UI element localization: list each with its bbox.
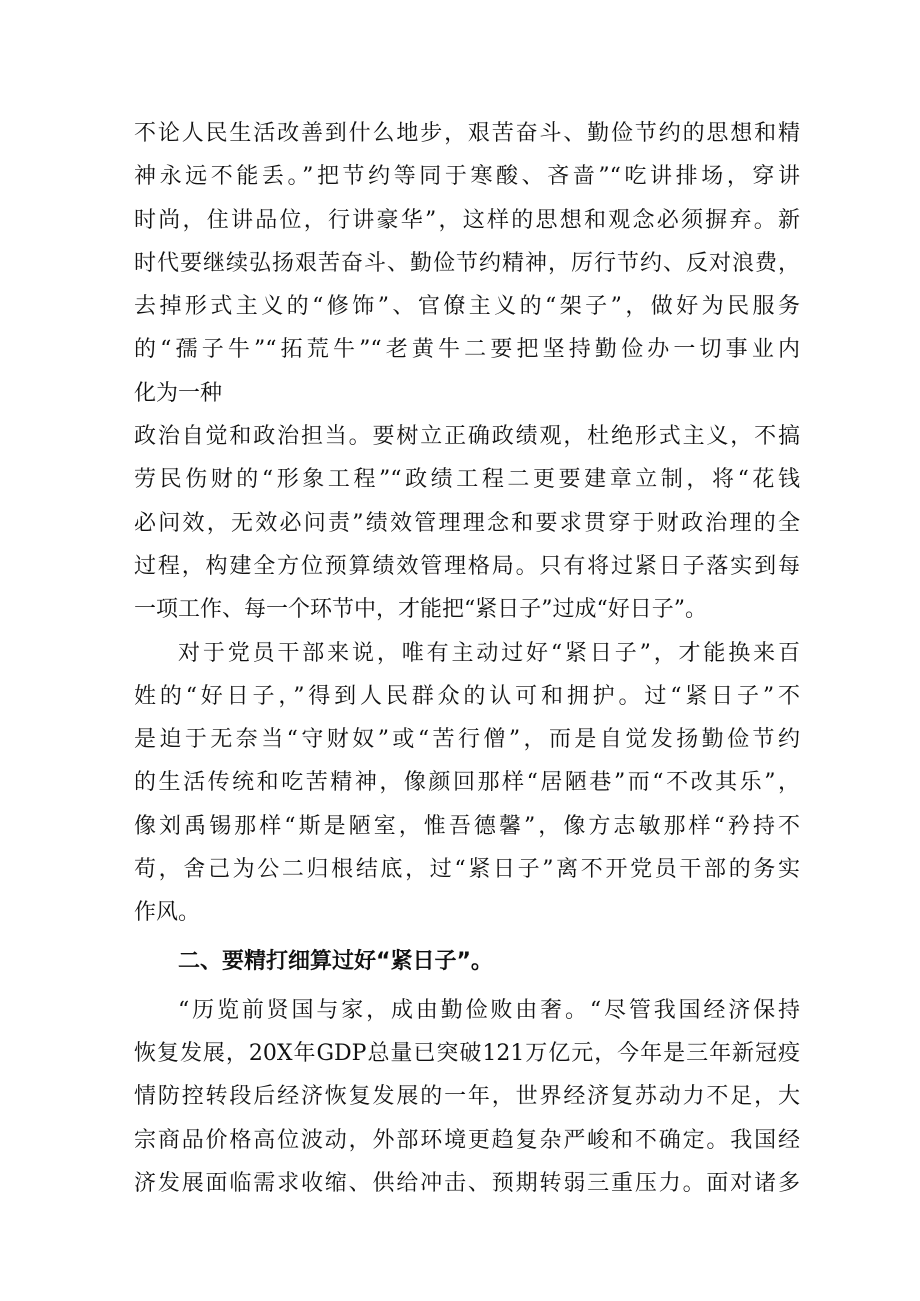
text-line: 作风。 (134, 900, 201, 926)
text-line: 像刘禹锡那样“斯是陋室，惟吾德馨”，像方志敏那样“矜持不 (134, 813, 800, 839)
text-line: 是迫于无奈当“守财奴”或“苦行僧”，而是自觉发扬勤俭节约 (134, 727, 800, 753)
text-line: 政治自觉和政治担当。要树立正确政绩观，杜绝形式主义，不搞 (134, 424, 800, 450)
text-line: 不论人民生活改善到什么地步，艰苦奋斗、勤俭节约的思想和精 (134, 121, 800, 146)
text-line: 时代要继续弘扬艰苦奋斗、勤俭节约精神，厉行节约、反对浪费， (134, 250, 800, 276)
text-line: 济发展面临需求收缩、供给冲击、预期转弱三重压力。面对诸多 (134, 1170, 800, 1196)
text-line: 必问效，无效必问责”绩效管理理念和要求贯穿于财政治理的全 (134, 510, 800, 536)
text-line: 恢复发展，20X年GDP总量已突破121万亿元，今年是三年新冠疫 (134, 1040, 800, 1066)
text-line: 对于党员干部来说，唯有主动过好“紧日子”，才能换来百 (178, 640, 800, 666)
document-body (134, 112, 800, 1205)
text-line: 过程，构建全方位预算绩效管理格局。只有将过紧日子落实到每 (134, 553, 800, 579)
text-line: 化为一种 (134, 380, 223, 406)
text-line: 苟，舍己为公二归根结底，过“紧日子”离不开党员干部的务实 (134, 857, 800, 883)
text-line: 的“孺子牛”“拓荒牛”“老黄牛二要把坚持勤俭办一切事业内 (134, 337, 800, 363)
text-line: 姓的“好日子，”得到人民群众的认可和拥护。过“紧日子”不 (134, 683, 800, 709)
text-line: 情防控转段后经济恢复发展的一年，世界经济复苏动力不足，大 (134, 1084, 800, 1110)
text-line: 去掉形式主义的“修饰”、官僚主义的“架子”，做好为民服务 (134, 294, 800, 320)
text-line: 一项工作、每一个环节中，才能把“紧日子”过成“好日子”。 (134, 597, 707, 623)
text-line: 时尚，住讲品位，行讲豪华”，这样的思想和观念必须摒弃。新 (134, 207, 800, 233)
text-line: 劳民伤财的“形象工程”“政绩工程二更要建章立制，将“花钱 (134, 467, 800, 493)
text-line: 神永远不能丢。”把节约等同于寒酸、吝啬”“吃讲排场，穿讲 (134, 164, 800, 190)
text-line: 的生活传统和吃苦精神，像颜回那样“居陋巷”而“不改其乐”， (134, 770, 800, 796)
section-heading: 二、要精打细算过好“紧日子”。 (178, 948, 493, 974)
text-line: “历览前贤国与家，成由勤俭败由奢。“尽管我国经济保持 (178, 997, 800, 1023)
text-line: 宗商品价格高位波动，外部环境更趋复杂严峻和不确定。我国经 (134, 1127, 800, 1153)
